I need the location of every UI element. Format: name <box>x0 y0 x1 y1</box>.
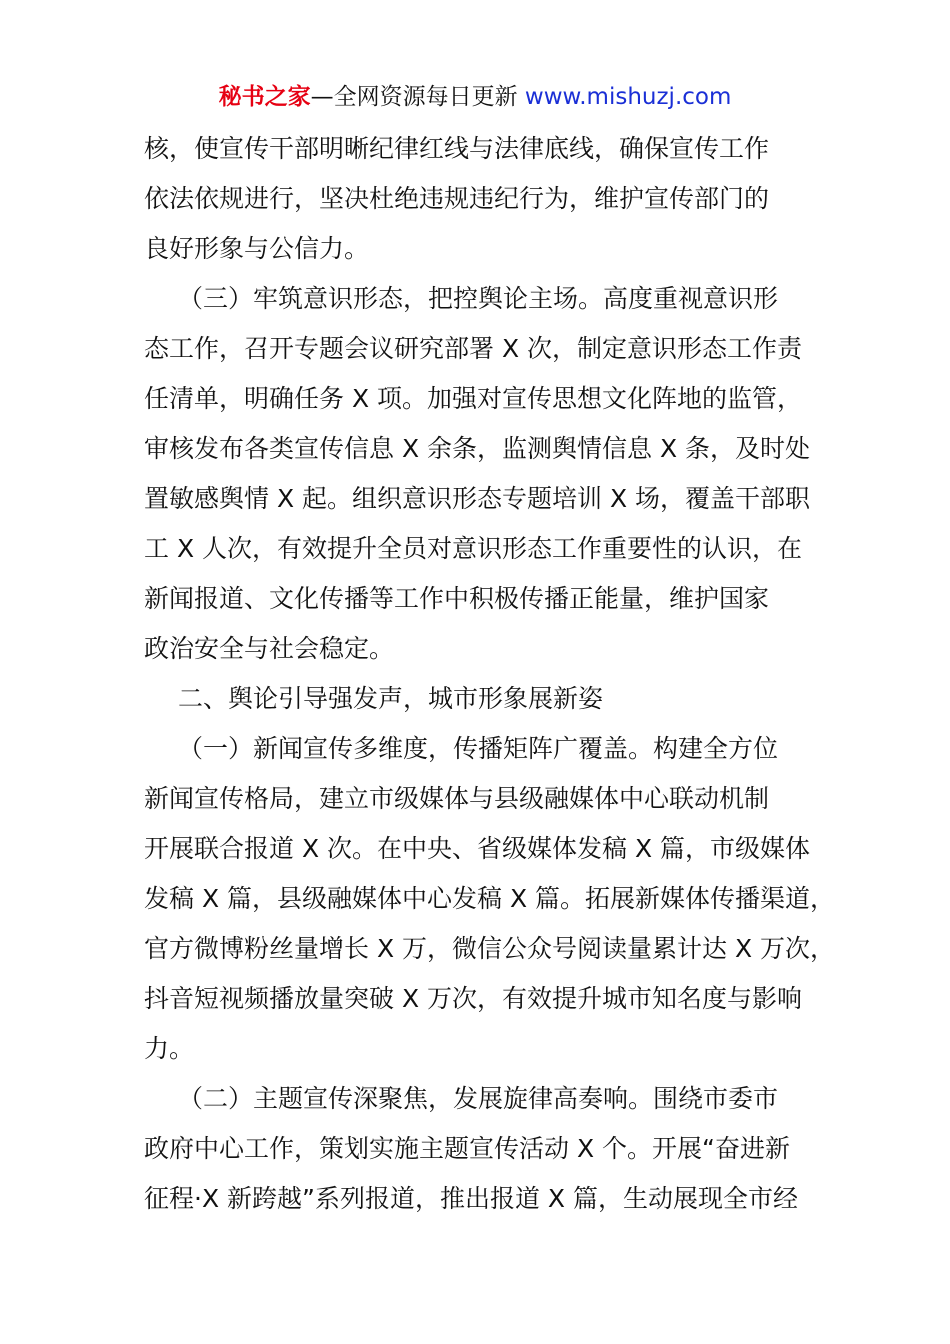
text-line: 力。 <box>144 1034 195 1063</box>
text-line: 征程·X 新跨越”系列报道，推出报道 X 篇，生动展现全市经 <box>144 1184 798 1213</box>
text-line: 依法依规进行，坚决杜绝违规违纪行为，维护宣传部门的 <box>144 184 770 213</box>
site-header <box>0 80 950 114</box>
text-line: 态工作，召开专题会议研究部署 X 次，制定意识形态工作责 <box>144 334 803 363</box>
text-line: 发稿 X 篇，县级融媒体中心发稿 X 篇。拓展新媒体传播渠道， <box>144 884 836 913</box>
text-line: 政府中心工作，策划实施主题宣传活动 X 个。开展“奋进新 <box>144 1134 790 1163</box>
section-heading-line: （一）新闻宣传多维度，传播矩阵广覆盖。构建全方位 <box>178 734 779 763</box>
section-heading-line: （三）牢筑意识形态，把控舆论主场。高度重视意识形 <box>178 284 779 313</box>
text-line: 开展联合报道 X 次。在中央、省级媒体发稿 X 篇，市级媒体 <box>144 834 811 863</box>
text-line: 工 X 人次，有效提升全员对意识形态工作重要性的认识，在 <box>144 534 803 563</box>
text-line: 任清单，明确任务 X 项。加强对宣传思想文化阵地的监管， <box>144 384 803 413</box>
text-line: 新闻宣传格局，建立市级媒体与县级融媒体中心联动机制 <box>144 784 770 813</box>
text-line: 核，使宣传干部明晰纪律红线与法律底线，确保宣传工作 <box>144 134 770 163</box>
chapter-heading: 二、舆论引导强发声，城市形象展新姿 <box>178 684 604 713</box>
site-slogan: —全网资源每日更新 <box>310 84 518 110</box>
text-line: 抖音短视频播放量突破 X 万次，有效提升城市知名度与影响 <box>144 984 803 1013</box>
document-body <box>144 124 844 1224</box>
text-line: 官方微博粉丝量增长 X 万，微信公众号阅读量累计达 X 万次， <box>144 934 836 963</box>
text-line: 政治安全与社会稳定。 <box>144 634 395 663</box>
site-brand: 秘书之家 <box>218 84 311 110</box>
text-line: 新闻报道、文化传播等工作中积极传播正能量，维护国家 <box>144 584 770 613</box>
section-heading-line: （二）主题宣传深聚焦，发展旋律高奏响。围绕市委市 <box>178 1084 779 1113</box>
text-line: 良好形象与公信力。 <box>144 234 370 263</box>
text-line: 置敏感舆情 X 起。组织意识形态专题培训 X 场，覆盖干部职 <box>144 484 811 513</box>
site-url[interactable]: www.mishuzj.com <box>524 84 732 110</box>
text-line: 审核发布各类宣传信息 X 余条，监测舆情信息 X 条，及时处 <box>144 434 811 463</box>
